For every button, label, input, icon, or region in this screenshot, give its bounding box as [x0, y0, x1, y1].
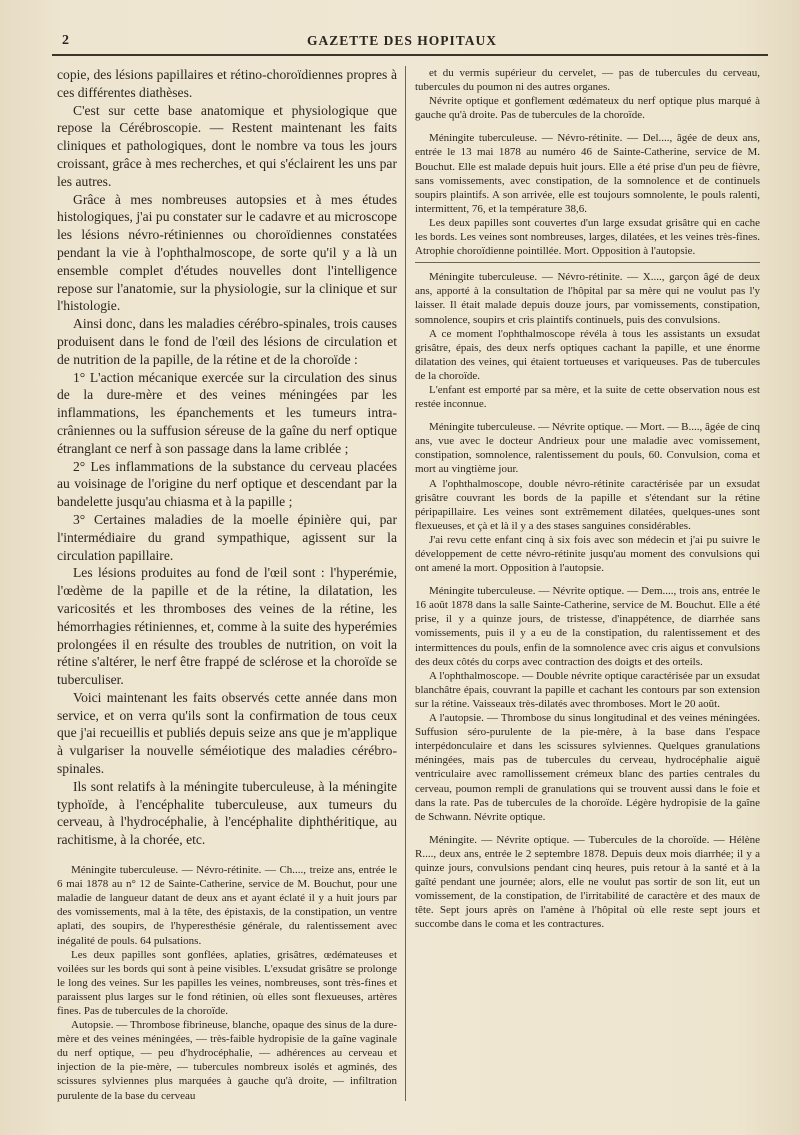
- case-paragraph: Méningite tuberculeuse. — Névrite optique. — Dem...., trois ans, entrée le 16 août 1878 dans la salle Sainte-Catherine, service de M. Bouchut. Elle a été prise, il y a quinze jours, de tristesse, d'inappétence, de diarrhée sans vomissements, puis il y a eu de la constipation, du ralentissement et des intermittences du pouls, enfin de la somnolence avec cris aigus et convulsions des deux côtés du corps avec contraction des doigts et des orteils.: [415, 585, 760, 668]
- page-header: [52, 32, 752, 52]
- case-paragraph: Méningite tuberculeuse. — Névro-rétinite. — Del...., âgée de deux ans, entrée le 13 mai 1878 au numéro 46 de Sainte-Catherine, service de M. Bouchut. Elle est malade depuis huit jours. Elle a été prise d'un peu de fièvre, sans vomissements, avec constipation, de la somnolence et de continuels soupirs plaintifs. A son arrivée, elle est toujours somnolente, le pouls ralenti, intermittent, 76, et la température 38,6.: [415, 132, 760, 215]
- page-number: 2: [62, 33, 69, 48]
- case-paragraph: Névrite optique et gonflement œdémateux du nerf optique plus marqué à gauche qu'à droite. Pas de tubercules de la choroïde.: [415, 95, 760, 122]
- spacer: [415, 411, 760, 420]
- column-divider: [405, 66, 406, 1101]
- spacer: [415, 122, 760, 131]
- paragraph: 2° Les inflammations de la substance du cerveau placées au voisinage de l'origine du nerf optique et descendant par la bandelette jusqu'au chiasma et à la papille ;: [57, 458, 397, 510]
- case-paragraph: J'ai revu cette enfant cinq à six fois avec son médecin et j'ai pu suivre le développement de cette névro-rétinite jusqu'au moment des convulsions qui ont amené la mort. Opposition à l'autopsie.: [415, 533, 760, 575]
- left-column: [57, 66, 397, 1116]
- paragraph: Ainsi donc, dans les maladies cérébro-spinales, trois causes produisent dans le fond de l'œil des lésions de circulation et de nutrition de la papille, de la rétine et de la choroïde :: [57, 316, 397, 367]
- spacer: [57, 849, 397, 863]
- spacer: [415, 575, 760, 584]
- journal-title: GAZETTE DES HOPITAUX: [306, 33, 498, 48]
- case-paragraph: Les deux papilles sont couvertes d'un large exsudat grisâtre qui en cache les bords. Les veines sont nombreuses, larges, dilatées, et les veines très-fines. Atrophie choroïdienne pointillée. Mort. Opposition à l'autopsie.: [415, 216, 760, 258]
- paragraph: Les lésions produites au fond de l'œil sont : l'hyperémie, l'œdème de la papille et de la rétine, la dilatation, les varicosités et les thromboses des veines de la rétine, les hémorrhagies rétiniennes, et, comme à la suite des hyperémies prolongées il en résulte des troubles de nutrition, on voit la rétine s'altérer, le nerf être frappé de sclérose et la choroïde se tuberculiser.: [57, 565, 397, 688]
- case-paragraph: Méningite. — Névrite optique. — Tubercules de la choroïde. — Hélène R...., deux ans, entrée le 2 septembre 1878. Depuis deux mois diarrhée; il y a quinze jours, convulsions pendant cinq heures, puis retour à la santé et à la gaîté pendant une journée; alors, elle ne voulut pas sortir de son lit, eut un vomissement, de la constipation, de l'irritabilité de caractère et des maux de tête. Sept jours après on l'amène à l'hôpital où elle reste sept jours et succombe dans le coma et les contractures.: [415, 833, 760, 931]
- paragraph: copie, des lésions papillaires et rétino-choroïdiennes propres à ces différentes diathèses.: [57, 67, 397, 100]
- intro-section: [57, 66, 397, 849]
- paragraph: Voici maintenant les faits observés cette année dans mon service, et on verra qu'ils sont la confirmation de tous ceux que j'ai recueillis et publiés depuis seize ans que je m'applique à vulgariser la nouvelle séméiotique des maladies cérébro-spinales.: [57, 689, 397, 777]
- case-paragraph: A ce moment l'ophthalmoscope révéla à tous les assistants un exsudat grisâtre, épais, des deux nerfs optiques cachant la papille, et une énorme dilatation des veines, qui étaient tortueuses et variqueuses. Pas de tubercules de la choroïde.: [415, 327, 760, 382]
- paragraph: C'est sur cette base anatomique et physiologique que repose la Cérébroscopie. — Restent maintenant les faits cliniques et pathologiques, dont le nombre va tous les jours croissant, grâce à mes recherches, et qui s'éclairent les uns par les autres.: [57, 102, 397, 189]
- case-paragraph: L'enfant est emporté par sa mère, et la suite de cette observation nous est restée inconnue.: [415, 383, 760, 411]
- paragraph: Grâce à mes nombreuses autopsies et à mes études histologiques, j'ai pu constater sur le cadavre et au microscope les lésions névro-rétiniennes ou choroïdiennes constatées pendant la vie à l'ophthalmoscope, de sorte qu'il y a là un ensemble complet d'études nouvelles dont l'intelligence repose sur l'anatomie, sur la physiologie, sur la clinique et sur l'histologie.: [57, 191, 397, 314]
- case-paragraph: Méningite tuberculeuse. — Névro-rétinite. — X...., garçon âgé de deux ans, apporté à la consultation de l'hôpital par sa mère qui ne voulut pas l'y laisser. Il était malade depuis douze jours, par vomissements, constipation, somnolence, soupirs et cris plaintifs continuels, puis des convulsions.: [415, 271, 760, 326]
- paragraph: 3° Certaines maladies de la moelle épinière qui, par l'intermédiaire du grand sympathique, agissent sur la circulation papillaire.: [57, 511, 397, 563]
- spacer: [415, 824, 760, 833]
- case-paragraph: Méningite tuberculeuse. — Névro-rétinite. — Ch...., treize ans, entrée le 6 mai 1878 au n° 12 de Sainte-Catherine, service de M. Bouchut, pour une maladie de langueur datant de deux ans et ayant éclaté il y a huit jours par des vomissements, mal à la tête, des épistaxis, de la constipation, un ventre aplati, des soupirs, de l'hyperesthésie générale, du ralentissement avec inégalité de pouls. 64 pulsations.: [57, 864, 397, 947]
- right-column: [415, 66, 760, 1116]
- case-paragraph: et du vermis supérieur du cervelet, — pas de tubercules du cerveau, tubercules du poumon ni des autres organes.: [415, 67, 760, 94]
- header-rule: [52, 54, 768, 56]
- case-paragraph: A l'ophthalmoscope. — Double névrite optique caractérisée par un exsudat blanchâtre épais, couvrant la papille et cachant les contours par son extension sur la rétine. Vaisseaux très-dilatés avec thromboses. Mort le 20 août.: [415, 669, 760, 710]
- case-section: [57, 863, 397, 1103]
- case-paragraph: Les deux papilles sont gonflées, aplaties, grisâtres, œdémateuses et voilées sur les bords qui sont à peine visibles. L'exsudat grisâtre se prolonge le long des veines. Sur les papilles les veines, nombreuses, sont très-fines et paraissent plus larges sur le fond rétinien, où elles sont flexueuses, artères fines. Pas de tubercules de la choroïde.: [57, 948, 397, 1017]
- case-paragraph: Autopsie. — Thrombose fibrineuse, blanche, opaque des sinus de la dure-mère et des veines méningées, — très-faible hydropisie de la gaîne vaginale du nerf optique, — peu d'hydrocéphalie, — adhérences au cerveau et injection de la pie-mère, — tubercules nombreux isolés et agminés, des scissures sylviennes plus marquées à gauche qu'à droite, — infiltration purulente de la base du cerveau: [57, 1019, 397, 1102]
- paragraph: Ils sont relatifs à la méningite tuberculeuse, à la méningite typhoïde, à l'encéphalite tuberculeuse, aux tumeurs du cerveau, à l'hydrocéphalie, à l'encéphalite diphthéritique, au rachitisme, à la chorée, etc.: [57, 778, 397, 848]
- paragraph: 1° L'action mécanique exercée sur la circulation des sinus de la dure-mère et des veines méningées par les inflammations, les épanchements et les tumeurs intra-crâniennes ou la suffusion séreuse de la gaîne du nerf optique étranglant ce nerf à son passage dans la lame criblée ;: [57, 369, 397, 456]
- case-paragraph: A l'autopsie. — Thrombose du sinus longitudinal et des veines méningées. Suffusion séro-purulente de la pie-mère, à la base dans l'espace interpédonculaire et dans les scissures sylviennes. Quelques granulations méningées, mais pas de tubercules du cerveau, hydrocéphalie aiguë ventriculaire avec ramollissement crémeux blanc des parties centrales du cerveau, poumon rempli de granulations qui se trouvent aussi dans le foie et dans la rate. Pas de tubercules de la choroïde. Légère hydropisie de la gaîne de Schwann. Névrite optique.: [415, 712, 760, 823]
- case-paragraph: Méningite tuberculeuse. — Névrite optique. — Mort. — B...., âgée de cinq ans, vue avec le docteur Andrieux pour une maladie avec vomissement, constipation, somnolence, ralentissement du pouls, 60. Convulsion, coma et mort au vingtième jour.: [415, 421, 760, 476]
- section-rule: [415, 262, 760, 263]
- case-paragraph: A l'ophthalmoscope, double névro-rétinite caractérisée par un exsudat grisâtre couvrant les bords de la papille et s'étendant sur la rétine péripapillaire. Les veines sont extrêmement dilatées, quelques-unes sont flexueuses, et çà et là il y a des stases sanguines considérables.: [415, 477, 760, 532]
